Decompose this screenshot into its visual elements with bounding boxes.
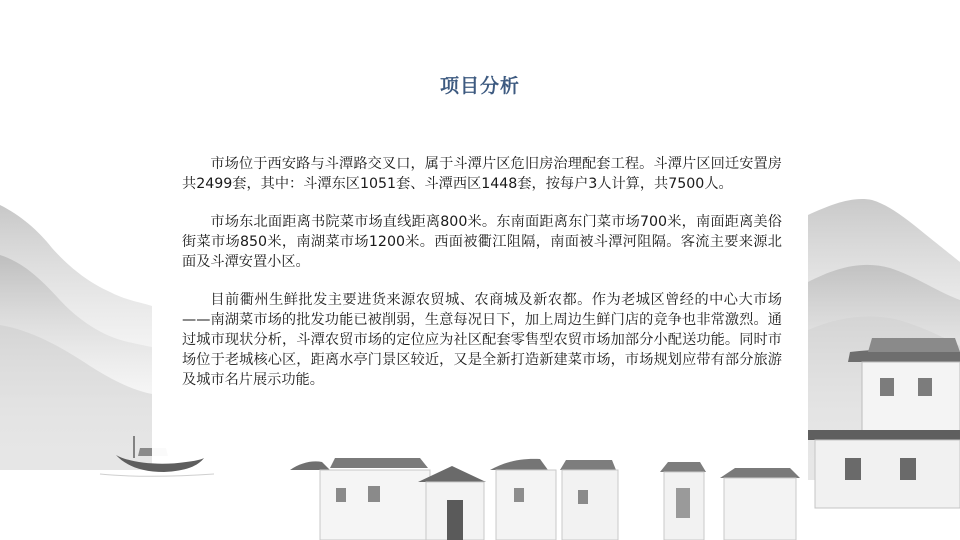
paragraph-positioning: 目前衢州生鲜批发主要进货来源农贸城、农商城及新农都。作为老城区曾经的中心大市场——南湖菜市场的批发功能已被削弱，生意每况日下，加上周边生鲜门店的竞争也非常激烈。通过城市现状分析，斗潭农贸市场的定位应为社区配套零售型农贸市场加部分小配送功能。同时市场位于老城核心区，距离水亭门景区较近，又是全新打造新建菜市场，市场规划应带有部分旅游及城市名片展示功能。	[182, 292, 782, 388]
slide-title: 项目分析	[439, 75, 520, 97]
bottom-village-houses	[290, 458, 800, 540]
paragraph-competition: 市场东北面距离书院菜市场直线距离800米。东南面距离东门菜市场700米，南面距离美俗街菜市场850米，南湖菜市场1200米。西面被衢江阻隔，南面被斗潭河阻隔。客流主要来源北面及斗潭安置小区。	[182, 214, 782, 270]
content-body	[182, 154, 782, 408]
paragraph-location: 市场位于西安路与斗潭路交叉口，属于斗潭片区危旧房治理配套工程。斗潭片区回迁安置房共2499套，其中：斗潭东区1051套、斗潭西区1448套，按每户3人计算，共7500人。	[182, 156, 782, 192]
left-mountains	[0, 205, 152, 470]
